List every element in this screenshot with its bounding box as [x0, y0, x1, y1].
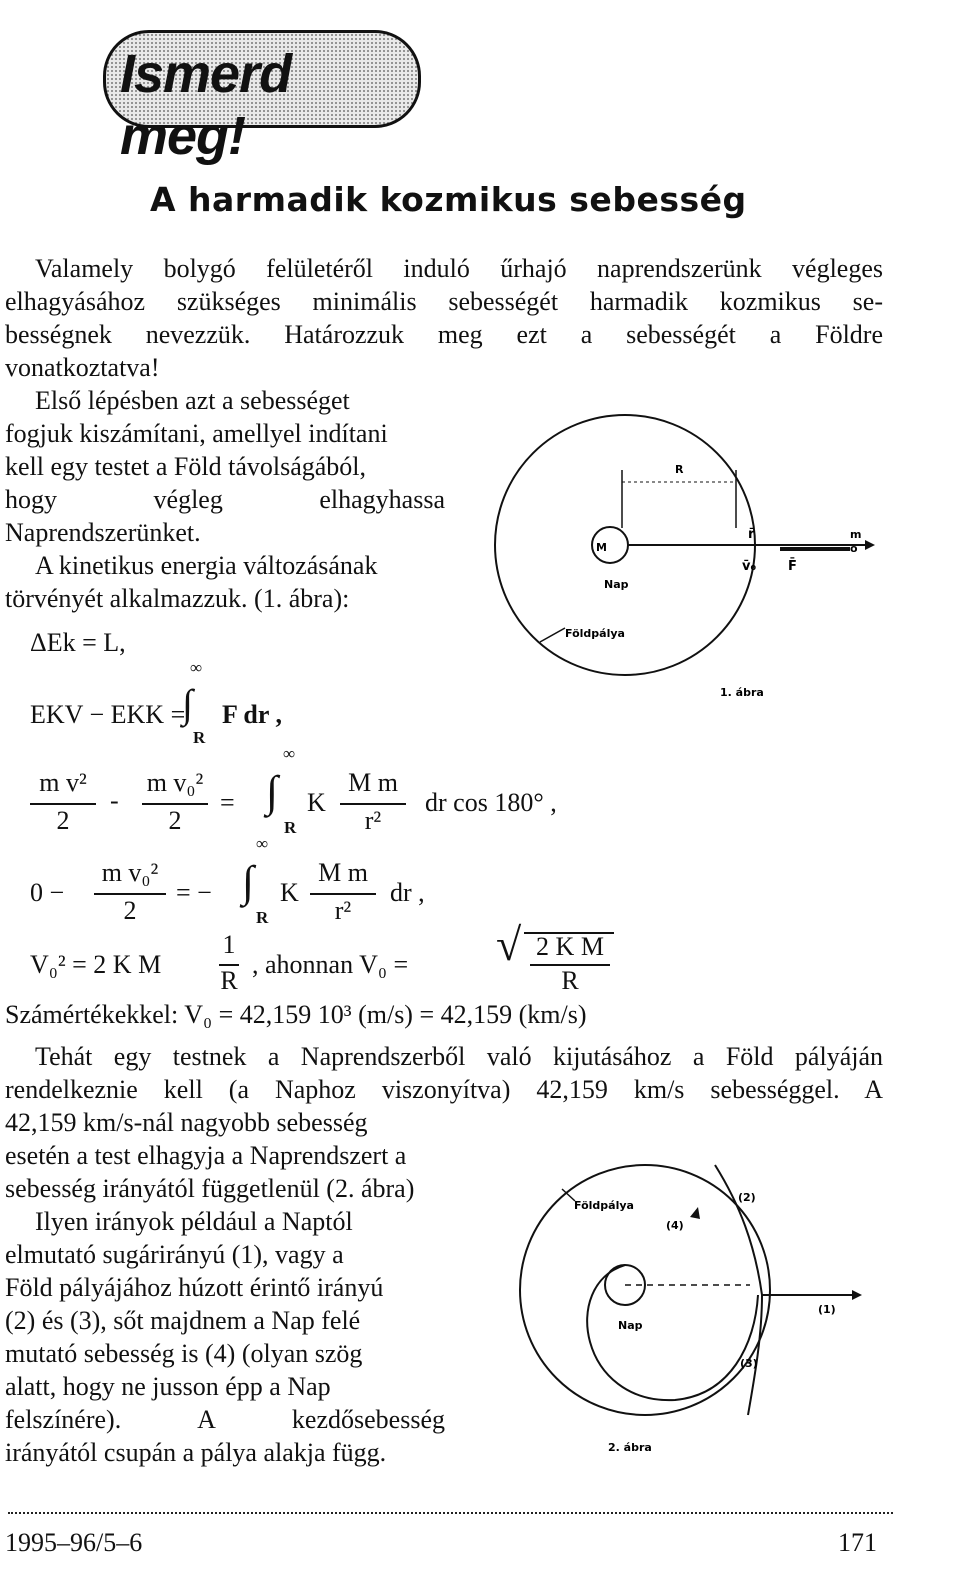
- final-line: (2) és (3), sőt majdnem a Nap felé: [5, 1306, 361, 1335]
- final-line: Ilyen irányok például a Naptól: [35, 1207, 353, 1236]
- intro-line: elhagyásához szükséges minimális sebességét harmadik kozmikus se-: [5, 287, 883, 316]
- intro-line: vonatkoztatva!: [5, 353, 160, 382]
- step-paragraph: [5, 384, 445, 615]
- intro-paragraph: [5, 252, 883, 384]
- final-line: Föld pályájához húzott érintő irányú: [5, 1273, 384, 1302]
- eq3-constant: K: [307, 788, 326, 817]
- issue-number: 1995–96/5–6: [5, 1528, 143, 1557]
- eq3-term2-bar: [142, 803, 208, 805]
- final-line: irányától csupán a pálya alakja függ.: [5, 1438, 387, 1467]
- equation-work-left: EKV − EKK =: [30, 700, 186, 729]
- figure-2-caption: 2. ábra: [608, 1441, 652, 1454]
- vector-arrowhead: [865, 540, 875, 550]
- figure-2-diagram: [500, 1145, 880, 1465]
- arrowhead-4: [690, 1207, 700, 1219]
- eq3-lower-limit: R: [284, 818, 297, 837]
- final-line: alatt, hogy ne jusson épp a Nap: [5, 1372, 331, 1401]
- figure-2-label-3: (3): [740, 1357, 758, 1370]
- integral-lower-limit: R: [193, 728, 206, 747]
- eq4-lower-limit: R: [256, 908, 269, 927]
- eq4-denominator: 2: [123, 896, 137, 925]
- eq4-lead: 0 −: [30, 878, 65, 907]
- page-number: 171: [838, 1528, 877, 1557]
- eq5-numerator: 1: [222, 930, 236, 959]
- figure-2-label-4: (4): [666, 1219, 684, 1232]
- figure-2-label-1: (1): [818, 1303, 836, 1316]
- eq4-tail: dr ,: [390, 878, 425, 907]
- eq5-middle: , ahonnan V₀ =: [252, 950, 409, 979]
- eq3-upper-limit: ∞: [283, 744, 296, 763]
- eq3-integral-sign: ∫: [266, 767, 279, 816]
- step-line: Naprendszerünket.: [5, 518, 201, 547]
- eq3-term2-numerator: m v₀²: [146, 768, 204, 797]
- orbit-pointer: [540, 628, 565, 642]
- figure-1-diagram: [480, 410, 900, 710]
- eq3-term1-bar: [30, 803, 96, 805]
- eq3-ratio-numerator: M m: [348, 768, 398, 797]
- step-line: hogy végleg elhagyhassa: [5, 485, 445, 514]
- eq4-equals: = −: [176, 878, 212, 907]
- eq5-root-denominator: R: [561, 966, 579, 995]
- eq3-tail: dr cos 180° ,: [425, 788, 557, 817]
- eq4-ratio-denominator: r²: [334, 896, 352, 925]
- final-line: esetén a test elhagyja a Naprendszert a: [5, 1141, 407, 1170]
- step-line: kell egy testet a Föld távolságából,: [5, 452, 367, 481]
- eq3-term1-denominator: 2: [56, 806, 70, 835]
- eq5-left: V₀² = 2 K M: [30, 950, 162, 979]
- figure-2-label-2: (2): [738, 1191, 756, 1204]
- final-line: mutató sebesség is (4) (olyan szög: [5, 1339, 363, 1368]
- step-line: Első lépésben azt a sebességet: [35, 386, 350, 415]
- numeric-result: Számértékekkel: V₀ = 42,159 10³ (m/s) = 42,159 (km/s): [5, 1000, 587, 1029]
- eq3-ratio-denominator: r²: [364, 806, 382, 835]
- equation-energy-change: ΔEk = L,: [30, 628, 126, 657]
- equation-work-right: F dr ,: [222, 700, 282, 729]
- final-line: 42,159 km/s-nál nagyobb sebesség: [5, 1108, 368, 1137]
- integral-sign: ∫: [182, 681, 193, 726]
- figure-2-label-nap: Nap: [618, 1319, 643, 1332]
- eq3-equals: =: [220, 788, 235, 817]
- final-paragraph: [5, 1106, 445, 1469]
- eq4-integral-sign: ∫: [242, 857, 255, 906]
- section-badge-text: Ismerd meg!: [120, 44, 292, 166]
- footer-rule: [8, 1512, 893, 1514]
- force-vector: [780, 547, 850, 551]
- section-badge: [103, 30, 421, 166]
- eq4-upper-limit: ∞: [256, 834, 269, 853]
- step-line: fogjuk kiszámítani, amellyel indítani: [5, 419, 388, 448]
- figure-1-label-r: r̄: [748, 527, 755, 542]
- final-line: elmutató sugárirányú (1), vagy a: [5, 1240, 344, 1269]
- conclusion-paragraph: [5, 1040, 883, 1106]
- article-title: A harmadik kozmikus sebesség: [150, 180, 747, 219]
- figure-1-label-orbit: Földpálya: [565, 627, 625, 640]
- final-line: sebesség irányától függetlenül (2. ábra): [5, 1174, 415, 1203]
- figure-1-label-m: m: [850, 528, 862, 541]
- eq5-denominator: R: [220, 966, 238, 995]
- conclusion-line: rendelkeznie kell (a Naphoz viszonyítva) 42,159 km/s sebességgel. A: [5, 1075, 883, 1104]
- conclusion-line: Tehát egy testnek a Naprendszerből való kijutásához a Föld pályáján: [35, 1042, 883, 1071]
- square-root-sign: √: [496, 919, 522, 970]
- step-line: törvényét alkalmazzuk. (1. ábra):: [5, 584, 350, 613]
- step-line: A kinetikus energia változásának: [35, 551, 378, 580]
- final-line: felszínére). A kezdősebesség: [5, 1405, 445, 1434]
- figure-2-label-orbit: Földpálya: [574, 1199, 634, 1212]
- eq3-term1-numerator: m v²: [39, 768, 87, 797]
- integral-upper-limit: ∞: [190, 658, 203, 677]
- figure-1-label-o: o: [850, 542, 858, 555]
- figure-1-label-F: F̄: [788, 559, 797, 574]
- eq3-ratio-bar: [340, 803, 406, 805]
- figure-1-label-nap: Nap: [604, 578, 629, 591]
- eq3-minus: -: [110, 786, 119, 815]
- arrowhead-1: [852, 1290, 862, 1300]
- eq5-root-numerator: 2 K M: [536, 932, 604, 961]
- figure-1-label-v0: v̄₀: [742, 559, 757, 574]
- eq4-numerator: m v₀²: [101, 858, 159, 887]
- figure-1-caption: 1. ábra: [720, 686, 764, 699]
- intro-line: bességnek nevezzük. Határozzuk meg ezt a sebességét a Földre: [5, 320, 883, 349]
- eq4-bar: [94, 893, 166, 895]
- figure-1-label-M: M: [596, 541, 607, 554]
- intro-line: Valamely bolygó felületéről induló űrhajó naprendszerünk végleges: [35, 254, 883, 283]
- eq4-ratio-numerator: M m: [318, 858, 368, 887]
- eq4-ratio-bar: [310, 893, 376, 895]
- eq3-term2-denominator: 2: [168, 806, 182, 835]
- eq4-constant: K: [280, 878, 299, 907]
- figure-1-label-R: R: [675, 463, 684, 476]
